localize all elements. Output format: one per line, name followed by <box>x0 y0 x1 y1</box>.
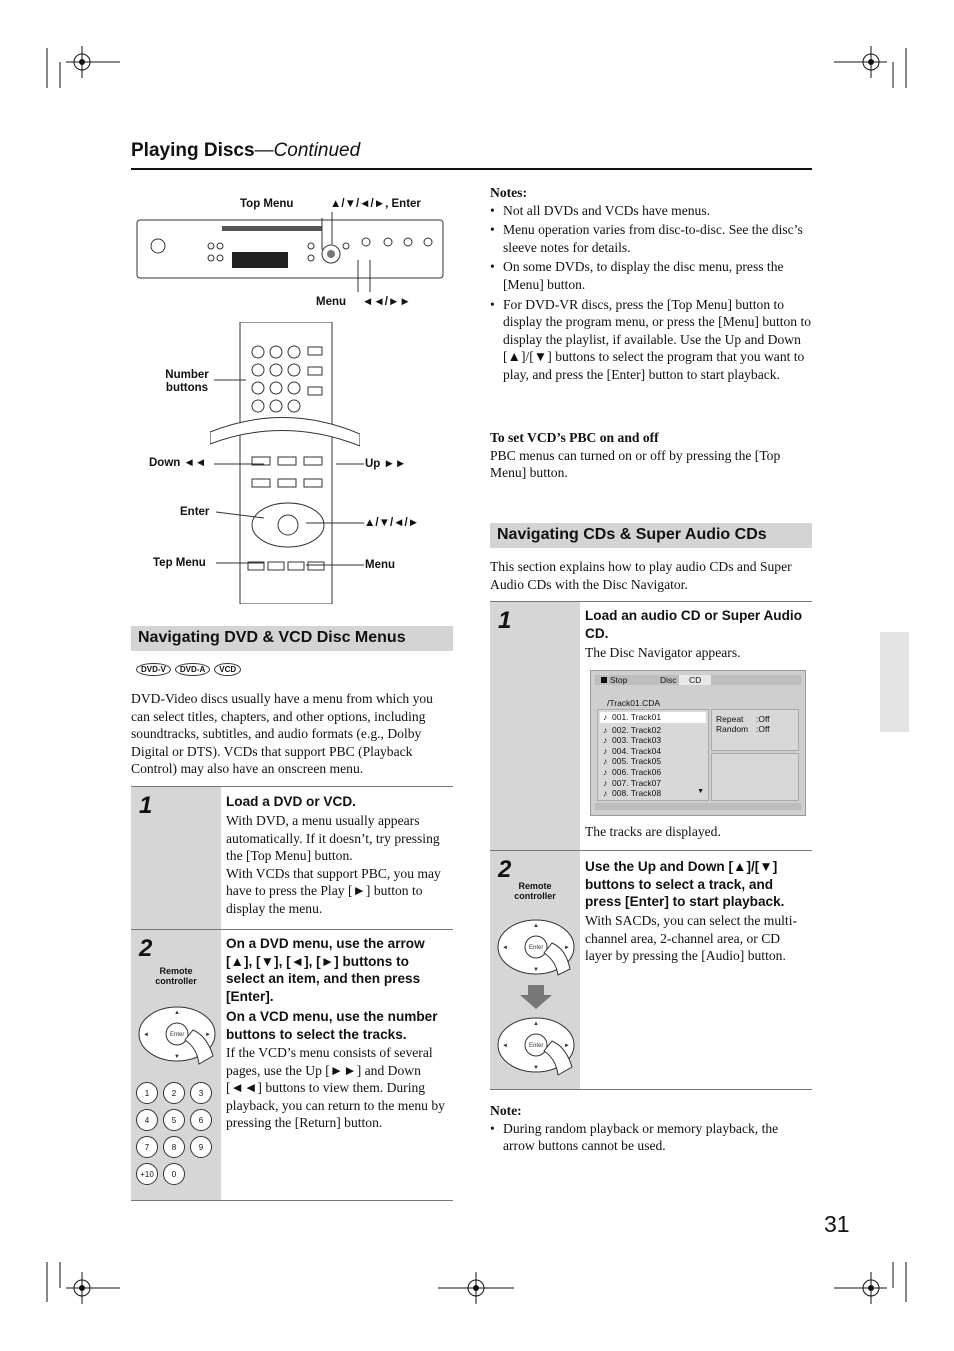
number-button[interactable]: 1 <box>136 1082 158 1104</box>
number-button[interactable]: 5 <box>163 1109 185 1131</box>
note-icon: ♪ <box>603 788 608 799</box>
svg-text:►: ► <box>564 945 570 951</box>
svg-text:▲: ▲ <box>533 1021 539 1027</box>
label-tep-menu: Tep Menu <box>153 557 206 569</box>
step-text: With SACDs, you can select the multi-channel area, 2-channel area, or CD layer by pressing the [Audio] button. <box>585 913 798 964</box>
step-text: If the VCD’s menu consists of several pages, use the Up [►►] and Down [◄◄] buttons to view them. During playback, you can return to the menu by pressing the [Return] button. <box>226 1045 445 1131</box>
repeat-value[interactable]: :Off <box>756 714 770 724</box>
options-panel <box>711 709 799 751</box>
cd-step-1 <box>490 601 812 851</box>
down-arrow-icon <box>520 985 552 1009</box>
note-icon: ♪ <box>603 724 608 735</box>
svg-text:▲: ▲ <box>533 923 539 929</box>
note-item: • During random playback or memory playback, the arrow buttons cannot be used. <box>490 1120 808 1155</box>
note-block <box>490 1102 808 1155</box>
note-icon: ♪ <box>603 745 608 756</box>
note-icon: ♪ <box>603 735 608 746</box>
svg-text:▼: ▼ <box>533 967 539 973</box>
step-number: 2 <box>498 856 512 883</box>
number-button[interactable]: 3 <box>190 1082 212 1104</box>
track-list <box>597 709 709 801</box>
note-item: • On some DVDs, to display the disc menu, press the [Menu] button. <box>490 258 814 293</box>
track-item[interactable]: ♪ 004. Track04 <box>603 745 662 756</box>
screen-path: /Track01.CDA <box>607 698 661 708</box>
remote-caption: Remote controller <box>514 881 556 901</box>
page-number: 31 <box>824 1211 850 1237</box>
step-number-cell <box>490 602 580 850</box>
header-title: Playing Discs <box>131 140 255 161</box>
label-number-buttons: Number buttons <box>165 369 209 394</box>
svg-text:▲: ▲ <box>174 1010 180 1016</box>
page-header <box>131 140 360 162</box>
number-button[interactable]: +10 <box>136 1163 158 1185</box>
pbc-block <box>490 429 808 482</box>
stop-icon <box>601 677 607 683</box>
pbc-text: PBC menus can turned on or off by pressing the [Top Menu] button. <box>490 447 781 481</box>
screen-status: Stop <box>610 675 628 685</box>
label-arrows-enter: ▲/▼/◄/►, Enter <box>330 198 421 210</box>
dvd-step-2 <box>131 929 453 1201</box>
dvd-section-heading: Navigating DVD & VCD Disc Menus <box>131 626 453 651</box>
header-continued: —Continued <box>254 140 361 161</box>
note-list <box>490 1120 808 1155</box>
info-panel <box>711 753 799 801</box>
note-item: • For DVD-VR discs, press the [Top Menu] button to display the program menu, or press the [Menu] button to display the playlist, if available. Use the Up and Down [▲]/[▼] buttons to select the program that you want to play, and press the [Enter] button to start playback. <box>490 296 814 384</box>
random-value[interactable]: :Off <box>756 724 770 734</box>
screen-disc-value: CD <box>679 675 711 685</box>
number-button[interactable]: 8 <box>163 1136 185 1158</box>
screen-disc-label: Disc <box>660 675 677 685</box>
track-item-selected[interactable]: ♪ 001. Track01 <box>600 712 706 723</box>
step-title-1: On a DVD menu, use the arrow [▲], [▼], [◄], [►] buttons to select an item, and then press [Enter]. <box>226 936 425 1004</box>
label-top-menu: Top Menu <box>240 198 294 210</box>
step-title: Load an audio CD or Super Audio CD. <box>585 608 802 641</box>
dvd-a-icon: DVD-A <box>175 663 210 676</box>
number-button[interactable]: 9 <box>190 1136 212 1158</box>
cd-intro: This section explains how to play audio CDs and Super Audio CDs with the Disc Navigator. <box>490 559 792 592</box>
track-item[interactable]: ♪ 005. Track05 <box>603 756 662 767</box>
notes-block <box>490 184 814 384</box>
step-number: 1 <box>139 792 153 819</box>
svg-text:►: ► <box>205 1032 211 1038</box>
remote-dpad-illustration <box>135 996 221 1078</box>
dvd-v-icon: DVD-V <box>136 663 171 676</box>
vcd-icon: VCD <box>214 663 241 676</box>
svg-text:◄: ◄ <box>502 1043 508 1049</box>
cd-step-2 <box>490 850 812 1090</box>
note-icon: ♪ <box>603 712 608 722</box>
disc-navigator-screen <box>590 670 806 816</box>
step-text-2: With VCDs that support PBC, you may have to press the Play [►] button to display the menu. <box>226 865 441 916</box>
step-text <box>226 812 452 918</box>
label-enter: Enter <box>180 506 210 518</box>
note-title: Note: <box>490 1103 522 1118</box>
repeat-label: Repeat <box>716 714 744 724</box>
note-item: • Menu operation varies from disc-to-disc. See the disc’s sleeve notes for details. <box>490 221 814 256</box>
step-text: The Disc Navigator appears. <box>585 645 741 660</box>
scroll-down-icon[interactable]: ▼ <box>697 788 704 796</box>
note-item: • Not all DVDs and VCDs have menus. <box>490 202 814 220</box>
number-button[interactable]: 4 <box>136 1109 158 1131</box>
dvd-step-1 <box>131 786 453 930</box>
number-button[interactable]: 6 <box>190 1109 212 1131</box>
remote-dpad-illustration <box>494 909 580 1085</box>
svg-text:◄: ◄ <box>502 945 508 951</box>
screen-footer-bar <box>595 803 801 810</box>
disc-type-icons <box>136 659 241 677</box>
svg-text:Enter: Enter <box>529 1043 544 1049</box>
label-skip: ◄◄/►► <box>362 296 411 308</box>
track-item[interactable]: ♪ 003. Track03 <box>603 735 662 746</box>
svg-text:Enter: Enter <box>170 1032 185 1038</box>
track-item[interactable]: ♪ 006. Track06 <box>603 766 662 777</box>
svg-text:◄: ◄ <box>143 1032 149 1038</box>
dvd-intro: DVD-Video discs usually have a menu from which you can select titles, chapters, and other options, including soundtracks, subtitles, and audio formats (e.g., Dolby Digital or DTS). VCDs that support PBC (Playback Control) may also have an onscreen menu. <box>131 691 433 777</box>
step-number: 2 <box>139 935 153 962</box>
number-button[interactable]: 7 <box>136 1136 158 1158</box>
step-text-1: With DVD, a menu usually appears automatically. If it doesn’t, try pressing the [Top Menu] button. <box>226 813 440 864</box>
remote-caption: Remote controller <box>155 966 197 986</box>
player-illustration <box>136 212 446 297</box>
notes-list <box>490 202 814 384</box>
svg-text:►: ► <box>564 1043 570 1049</box>
section-tab <box>880 632 909 732</box>
step-number: 1 <box>498 607 512 634</box>
note-icon: ♪ <box>603 766 608 777</box>
screen-status-bar <box>595 675 801 685</box>
step-title-2: On a VCD menu, use the number buttons to select the tracks. <box>226 1009 438 1042</box>
header-rule <box>131 168 812 170</box>
label-down: Down ◄◄ <box>149 457 207 469</box>
label-up: Up ►► <box>365 458 407 470</box>
track-item[interactable]: ♪ 008. Track08 ▼ <box>603 788 704 799</box>
callout-lines <box>186 360 376 570</box>
number-button[interactable]: 2 <box>163 1082 185 1104</box>
step-after-text: The tracks are displayed. <box>585 824 721 839</box>
track-item[interactable]: ♪ 002. Track02 <box>603 724 662 735</box>
svg-text:▼: ▼ <box>174 1054 180 1060</box>
label-arrows: ▲/▼/◄/► <box>364 517 420 529</box>
pbc-title: To set VCD’s PBC on and off <box>490 430 659 445</box>
svg-text:▼: ▼ <box>533 1065 539 1071</box>
svg-text:Enter: Enter <box>529 945 544 951</box>
cd-section-heading: Navigating CDs & Super Audio CDs <box>490 523 812 548</box>
note-icon: ♪ <box>603 756 608 767</box>
note-icon: ♪ <box>603 777 608 788</box>
random-label: Random <box>716 724 749 734</box>
track-item[interactable]: ♪ 007. Track07 <box>603 777 662 788</box>
step-title: Load a DVD or VCD. <box>226 794 356 809</box>
label-menu: Menu <box>316 296 347 308</box>
step-title: Use the Up and Down [▲]/[▼] buttons to select a track, and press [Enter] to start playback. <box>585 859 785 910</box>
keypad <box>136 1082 218 1185</box>
notes-title: Notes: <box>490 185 527 200</box>
label-menu2: Menu <box>365 559 396 571</box>
number-button[interactable]: 0 <box>163 1163 185 1185</box>
